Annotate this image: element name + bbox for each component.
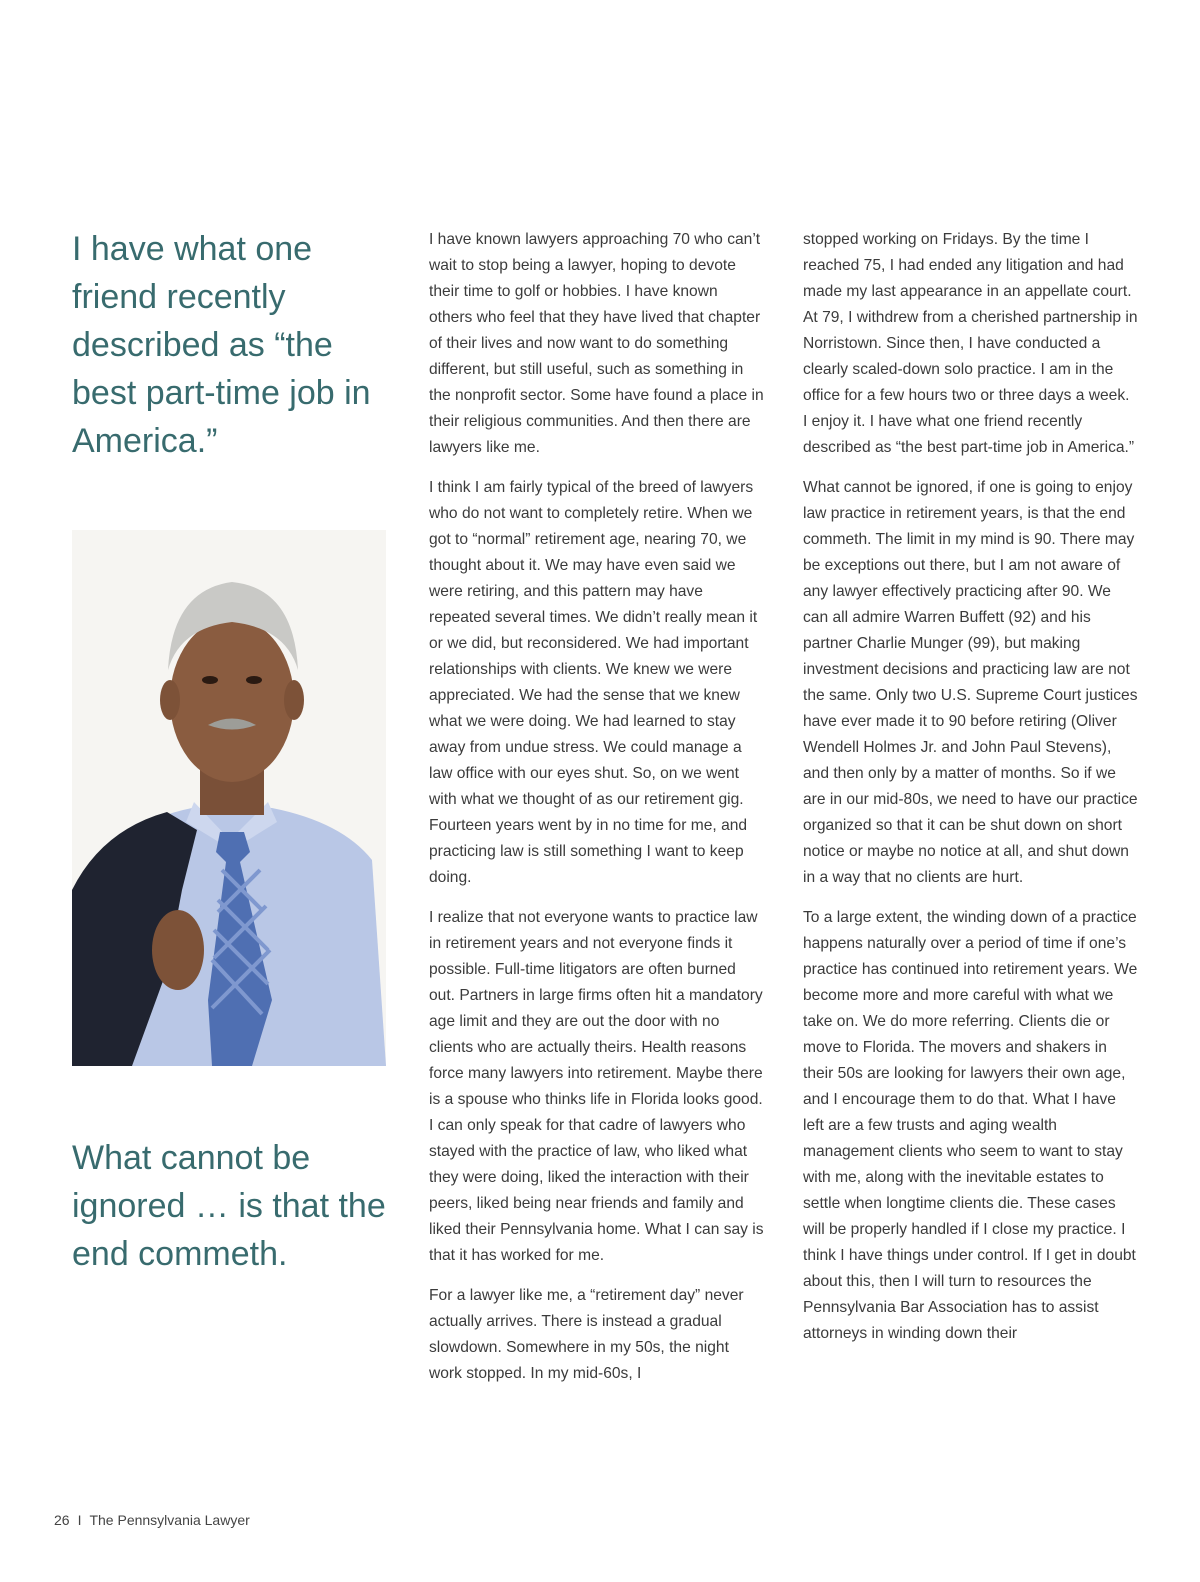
paragraph: What cannot be ignored, if one is going to enjoy law practice in retirement years, is that the end commeth. The limit in my mind is 90. There may be exceptions out there, but I am not aware of any lawyer effectively practicing after 90. We can all admire Warren Buffett (92) and his partner Charlie Munger (99), but making investment decisions and practicing law are not the same. Only two U.S. Supreme Court justices have ever made it to 90 before retiring (Oliver Wendell Holmes Jr. and John Paul Stevens), and then only by a matter of months. So if we are in our mid-80s, we need to have our practice organized so that it can be shut down on short notice or maybe no notice at all, and shut down in a way that no clients are hurt.	[803, 479, 1138, 886]
page-footer	[54, 1512, 250, 1528]
pull-quote-top: I have what one friend recently described as “the best part-time job in America.”	[72, 230, 371, 460]
paragraph: To a large extent, the winding down of a practice happens naturally over a period of time if one’s practice has continued into retirement years. We become more and more careful with what we take on. We do more referring. Clients die or move to Florida. The movers and shakers in their 50s are looking for lawyers their own age, and I encourage them to do that. What I have left are a few trusts and aging wealth management clients who seem to want to stay with me, along with the inevitable estates to settle when longtime clients die. These cases will be properly handled if I close my practice. I think I have things under control. If I get in doubt about this, then I will turn to resources the Pennsylvania Bar Association has to assist attorneys in winding down their	[803, 909, 1138, 1342]
portrait-photo	[72, 530, 386, 1066]
footer-separator: I	[77, 1512, 82, 1528]
paragraph: I realize that not everyone wants to practice law in retirement years and not everyone finds it possible. Full-time litigators are often burned out. Partners in large firms often hit a mandatory age limit and they are out the door with no clients who are actually theirs. Health reasons force many lawyers into retirement. Maybe there is a spouse who thinks life in Florida looks good. I can only speak for that cadre of lawyers who stayed with the practice of law, who liked what they were doing, liked the interaction with their peers, liked being near friends and family and liked their Pennsylvania home. What I can say is that it has worked for me.	[429, 909, 764, 1264]
pull-quote-bottom: What cannot be ignored … is that the end commeth.	[72, 1139, 386, 1273]
publication-name: The Pennsylvania Lawyer	[89, 1512, 250, 1528]
paragraph: I think I am fairly typical of the breed of lawyers who do not want to completely retire. When we got to “normal” retirement age, nearing 70, we thought about it. We may have even said we were retiring, and this pattern may have repeated several times. We didn’t really mean it or we did, but reconsidered. We had important relationships with clients. We knew we were appreciated. We had the sense that we knew what we were doing. We had learned to stay away from undue stress. We could manage a law office with our eyes shut. So, on we went with what we thought of as our retirement gig. Fourteen years went by in no time for me, and practicing law is still something I want to keep doing.	[429, 479, 758, 886]
page-number: 26	[54, 1512, 70, 1528]
paragraph: stopped working on Fridays. By the time I reached 75, I had ended any litigation and had made my last appearance in an appellate court. At 79, I withdrew from a cherished partnership in Norristown. Since then, I have conducted a clearly scaled-down solo practice. I am in the office for a few hours two or three days a week. I enjoy it. I have what one friend recently described as “the best part-time job in America.”	[803, 231, 1138, 456]
paragraph: For a lawyer like me, a “retirement day” never actually arrives. There is instead a gradual slowdown. Somewhere in my 50s, the night work stopped. In my mid-60s, I	[429, 1287, 744, 1382]
article-column-right	[803, 227, 1138, 1361]
article-column-left	[429, 227, 764, 1401]
paragraph: I have known lawyers approaching 70 who can’t wait to stop being a lawyer, hoping to devote their time to golf or hobbies. I have known others who feel that they have lived that chapter of their lives and now want to do something different, but still useful, such as something in the nonprofit sector. Some have found a place in their religious communities. And then there are lawyers like me.	[429, 231, 764, 456]
